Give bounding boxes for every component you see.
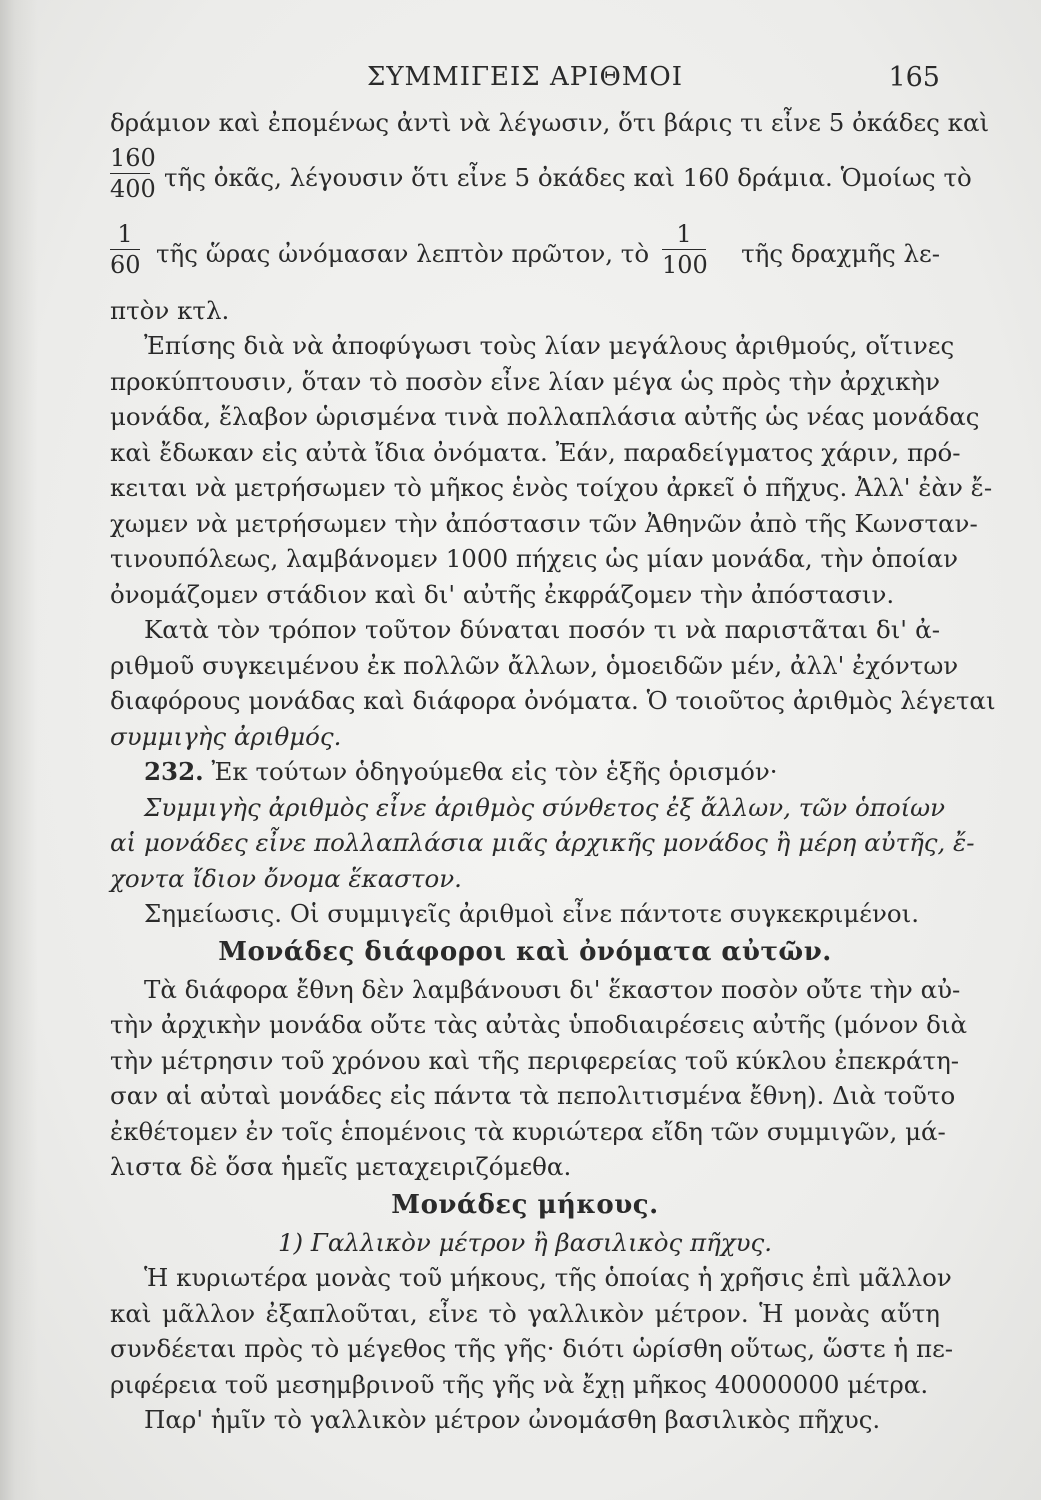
page-number: 165 <box>888 62 940 93</box>
text-line: μονάδα, ἔλαβον ὡρισμένα τινὰ πολλαπλάσια αὐτῆς ὡς νέας μονάδας <box>110 402 980 431</box>
definition-line: χοντα ἴδιον ὄνομα ἕκαστον. <box>110 863 462 893</box>
text-line: ὀνομάζομεν στάδιον καὶ δι' αὐτῆς ἐκφράζομεν τὴν ἀπόστασιν. <box>110 579 895 609</box>
section-heading: Μονάδες μήκους. <box>391 1189 659 1220</box>
text-line: καὶ μᾶλλον ἐξαπλοῦται, εἶνε τὸ γαλλικὸν μέτρον. Ἡ μονὰς αὕτη <box>110 1298 940 1328</box>
text-line: τινουπόλεως, λαμβάνομεν 1000 πήχεις ὡς μίαν μονάδα, τὴν ὁποίαν <box>110 544 959 573</box>
page-edge-shadow <box>0 0 38 1500</box>
note-line: Σημείωσις. Οἱ συμμιγεῖς ἀριθμοὶ εἶνε πάντοτε συγκεκριμένοι. <box>144 899 919 928</box>
text-line: σαν αἱ αὐταὶ μονάδες εἰς πάντα τὰ πεπολιτισμένα ἔθνη). Διὰ τοῦτο <box>110 1081 956 1110</box>
text-line: ριφέρεια τοῦ μεσημβρινοῦ τῆς γῆς νὰ ἔχῃ μῆκος 40000000 μέτρα. <box>110 1369 929 1399</box>
text-line: Κατὰ τὸν τρόπον τοῦτον δύναται ποσόν τι νὰ παριστᾶται δι' ἀ- <box>144 615 940 644</box>
section-number: 232. <box>144 757 204 786</box>
definition-line: αἱ μονάδες εἶνε πολλαπλάσια μιᾶς ἀρχικῆς μονάδος ἢ μέρη αὐτῆς, ἔ- <box>110 828 975 857</box>
body-text <box>110 105 996 1438</box>
fraction: 1 100 <box>662 219 708 279</box>
text-line: Ἐπίσης διὰ νὰ ἀποφύγωσι τοὺς λίαν μεγάλους ἀριθμούς, οἵτινες <box>144 331 955 360</box>
text-line: προκύπτουσιν, ὅταν τὸ ποσὸν εἶνε λίαν μέγα ὡς πρὸς τὴν ἀρχικὴν <box>110 366 940 396</box>
section-line <box>110 754 940 790</box>
subheading: 1) Γαλλικὸν μέτρον ἢ βασιλικὸς πῆχυς. <box>277 1227 773 1257</box>
text-line: λιστα δὲ ὅσα ἡμεῖς μεταχειριζόμεθα. <box>110 1152 572 1181</box>
text-line: κειται νὰ μετρήσωμεν τὸ μῆκος ἑνὸς τοίχου ἀρκεῖ ὁ πῆχυς. Ἀλλ' ἐὰν ἔ- <box>110 473 993 502</box>
text-line: πτὸν κτλ. <box>110 295 230 325</box>
text-segment: τῆς δραχμῆς λε- <box>741 238 940 268</box>
fraction-line-2 <box>110 217 940 293</box>
text-line: διαφόρους μονάδας καὶ διάφορα ὀνόματα. Ὁ τοιοῦτος ἀριθμὸς λέγεται <box>110 686 996 715</box>
text-line: Ἡ κυριωτέρα μονὰς τοῦ μήκους, τῆς ὁποίας ἡ χρῆσις ἐπὶ μᾶλλον <box>144 1263 952 1292</box>
text-line: τὴν μέτρησιν τοῦ χρόνου καὶ τῆς περιφερείας τοῦ κύκλου ἐπεκράτη- <box>110 1045 960 1075</box>
page-header <box>110 62 940 98</box>
running-title: ΣΥΜΜΙΓΕΙΣ ΑΡΙΘΜΟΙ <box>366 62 684 92</box>
fraction-line-1 <box>110 141 972 217</box>
section-heading: Μονάδες διάφοροι καὶ ὀνόματα αὐτῶν. <box>218 936 832 967</box>
text-line: τῆς ὀκᾶς, λέγουσιν ὅτι εἶνε 5 ὀκάδες καὶ 160 δράμια. Ὁμοίως τὸ <box>164 162 972 192</box>
text-line: καὶ ἔδωκαν εἰς αὐτὰ ἴδια ὀνόματα. Ἐάν, παραδείγματος χάριν, πρό- <box>110 437 961 467</box>
text-segment: τῆς ὥρας ὠνόμασαν λεπτὸν πρῶτον, τὸ <box>156 238 650 268</box>
fraction: 160 400 <box>110 143 156 203</box>
text-line: χωμεν νὰ μετρήσωμεν τὴν ἀπόστασιν τῶν Ἀθηνῶν ἀπὸ τῆς Κωνσταν- <box>110 508 978 538</box>
text-line: συνδέεται πρὸς τὸ μέγεθος τῆς γῆς· διότι ὡρίσθη οὕτως, ὥστε ἡ πε- <box>110 1334 954 1363</box>
defined-term: συμμιγὴς ἀριθμός. <box>110 721 342 751</box>
text-line: Τὰ διάφορα ἔθνη δὲν λαμβάνουσι δι' ἕκαστον ποσὸν οὔτε τὴν αὐ- <box>144 974 961 1004</box>
fraction: 1 60 <box>110 219 141 279</box>
definition-line: Συμμιγὴς ἀριθμὸς εἶνε ἀριθμὸς σύνθετος ἐξ ἄλλων, τῶν ὁποίων <box>144 792 946 822</box>
text-line: δράμιον καὶ ἐπομένως ἀντὶ νὰ λέγωσιν, ὅτι βάρις τι εἶνε 5 ὀκάδες καὶ <box>110 108 990 137</box>
text-line: Παρ' ἡμῖν τὸ γαλλικὸν μέτρον ὠνομάσθη βασιλικὸς πῆχυς. <box>144 1405 881 1434</box>
text-line: ἐκθέτομεν ἐν τοῖς ἑπομένοις τὰ κυριώτερα εἴδη τῶν συμμιγῶν, μά- <box>110 1116 946 1146</box>
text-line: τὴν ἀρχικὴν μονάδα οὔτε τὰς αὐτὰς ὑποδιαιρέσεις αὐτῆς (μόνον διὰ <box>110 1010 968 1039</box>
text-line: ριθμοῦ συγκειμένου ἐκ πολλῶν ἄλλων, ὁμοειδῶν μέν, ἀλλ' ἐχόντων <box>110 650 959 680</box>
section-intro: Ἐκ τούτων ὁδηγούμεθα εἰς τὸν ἑξῆς ὁρισμόν· <box>211 757 778 786</box>
